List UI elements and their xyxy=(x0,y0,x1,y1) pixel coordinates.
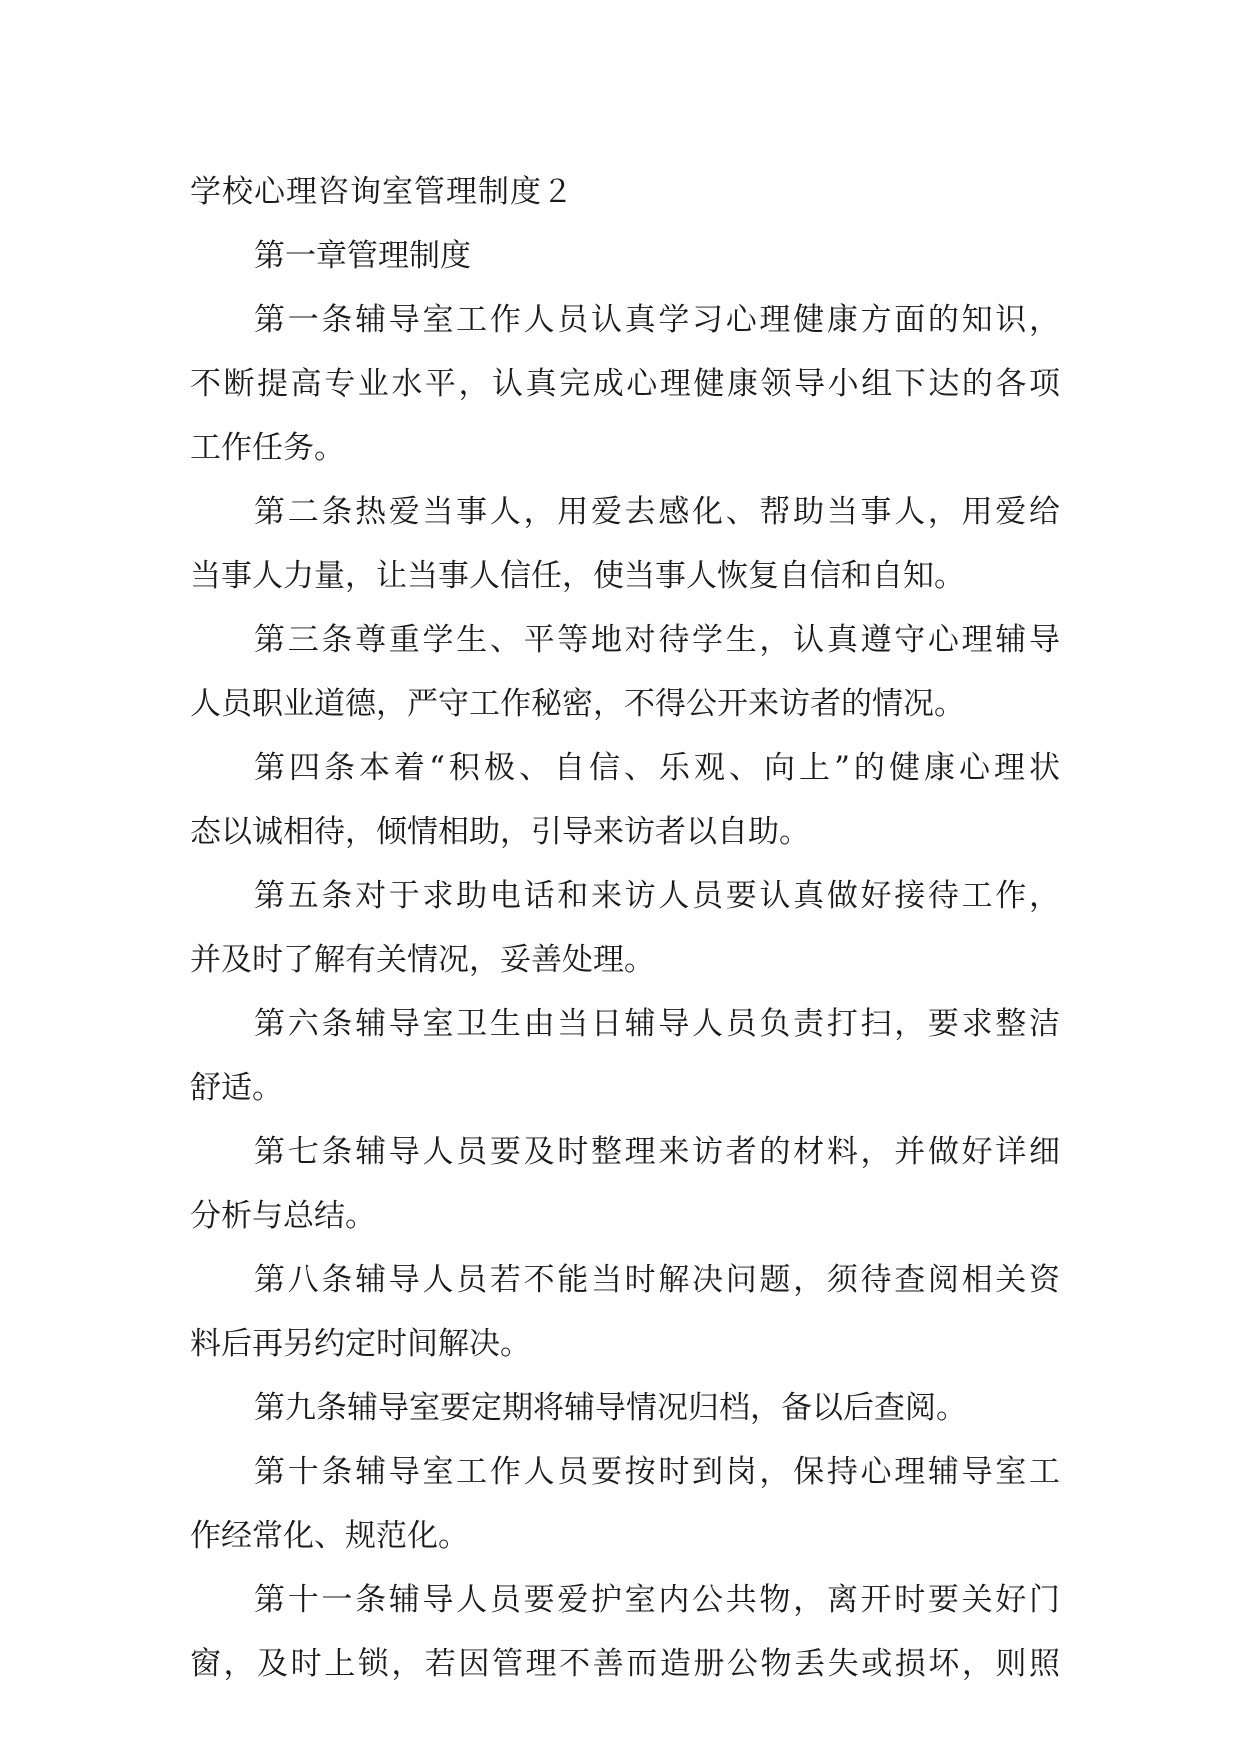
paragraph-line: 第十一条辅导人员要爱护室内公共物，离开时要关好门 xyxy=(254,1582,1060,1618)
paragraph-line: 工作任务。 xyxy=(190,430,345,466)
paragraph-line: 第十条辅导室工作人员要按时到岗，保持心理辅导室工 xyxy=(254,1454,1060,1490)
document-page xyxy=(190,160,1060,1696)
paragraph-line: 作经常化、规范化。 xyxy=(190,1518,469,1554)
paragraph-line: 第八条辅导人员若不能当时解决问题，须待查阅相关资 xyxy=(254,1262,1060,1298)
paragraph-line: 人员职业道德，严守工作秘密，不得公开来访者的情况。 xyxy=(190,686,965,722)
paragraph-line: 第五条对于求助电话和来访人员要认真做好接待工作， xyxy=(254,878,1060,914)
paragraph-line: 第三条尊重学生、平等地对待学生，认真遵守心理辅导 xyxy=(254,622,1060,658)
paragraph-line: 分析与总结。 xyxy=(190,1198,376,1234)
paragraph-line: 第九条辅导室要定期将辅导情况归档，备以后查阅。 xyxy=(254,1390,967,1426)
paragraph-line: 态以诚相待，倾情相助，引导来访者以自助。 xyxy=(190,814,810,850)
paragraph-line: 并及时了解有关情况，妥善处理。 xyxy=(190,942,655,978)
paragraph-line: 当事人力量，让当事人信任，使当事人恢复自信和自知。 xyxy=(190,558,965,594)
paragraph-line: 第二条热爱当事人，用爱去感化、帮助当事人，用爱给 xyxy=(254,494,1060,530)
paragraph-line: 料后再另约定时间解决。 xyxy=(190,1326,531,1362)
document-title: 学校心理咨询室管理制度２ xyxy=(190,174,574,210)
chapter-heading: 第一章管理制度 xyxy=(254,238,471,274)
paragraph-line: 第四条本着“积极、自信、乐观、向上”的健康心理状 xyxy=(254,750,1060,786)
paragraph-line: 舒适。 xyxy=(190,1070,283,1106)
paragraph-line: 第七条辅导人员要及时整理来访者的材料，并做好详细 xyxy=(254,1134,1060,1170)
paragraph-line: 窗，及时上锁，若因管理不善而造册公物丢失或损坏，则照 xyxy=(190,1646,1060,1682)
paragraph-line: 不断提高专业水平，认真完成心理健康领导小组下达的各项 xyxy=(190,366,1060,402)
paragraph-line: 第一条辅导室工作人员认真学习心理健康方面的知识， xyxy=(254,302,1060,338)
paragraph-line: 第六条辅导室卫生由当日辅导人员负责打扫，要求整洁 xyxy=(254,1006,1060,1042)
